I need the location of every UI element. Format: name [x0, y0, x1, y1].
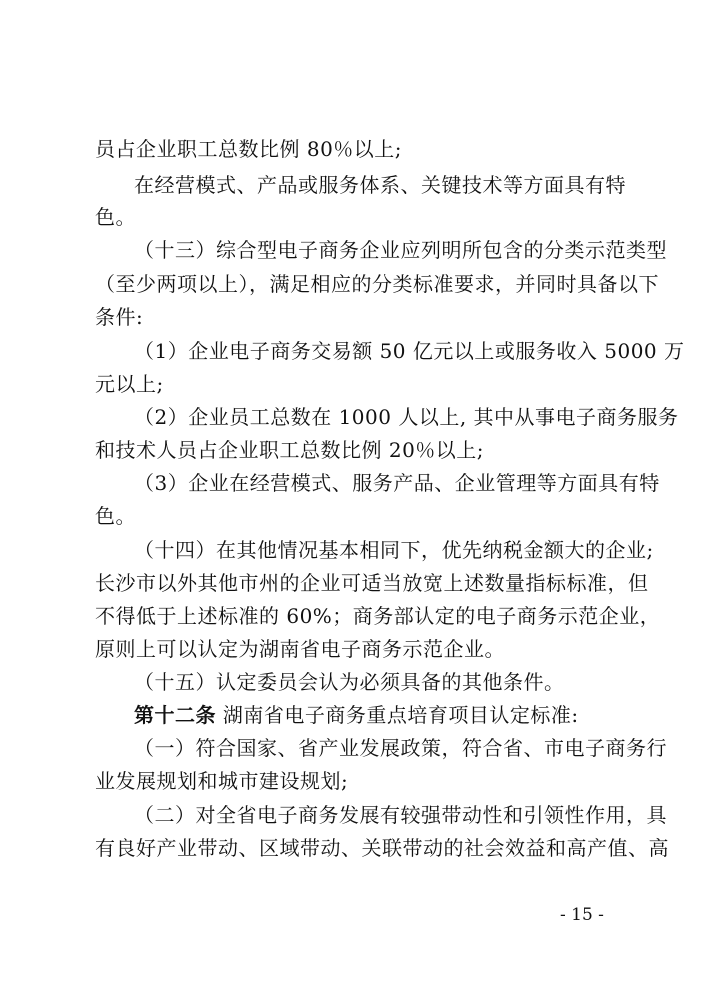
article-line: [134, 703, 625, 727]
text-line: （3）企业在经营模式、服务产品、企业管理等方面具有特: [134, 471, 660, 495]
text-line: （二）对全省电子商务发展有较强带动性和引领性作用，具: [134, 803, 667, 827]
text-line: 元以上;: [95, 372, 164, 396]
text-line: 业发展规划和城市建设规划;: [95, 769, 349, 793]
article-text: 湖南省电子商务重点培育项目认定标准:: [222, 703, 579, 727]
text-line: 不得低于上述标准的 60%；商务部认定的电子商务示范企业，: [95, 604, 661, 628]
text-line: （十三）综合型电子商务企业应列明所包含的分类示范类型: [134, 238, 667, 262]
text-line: 和技术人员占企业职工总数比例 20％以上;: [95, 438, 485, 462]
text-line: （至少两项以上），满足相应的分类标准要求，并同时具备以下: [95, 272, 659, 296]
text-line: 色。: [95, 205, 136, 229]
text-line: 有良好产业带动、区域带动、关联带动的社会效益和高产值、高: [95, 836, 669, 860]
text-line: （十五）认定委员会认为必须具备的其他条件。: [134, 670, 565, 694]
text-line: 员占企业职工总数比例 80％以上;: [95, 137, 403, 161]
text-line: （2）企业员工总数在 1000 人以上, 其中从事电子商务服务: [134, 405, 679, 429]
text-line: 原则上可以认定为湖南省电子商务示范企业。: [95, 637, 505, 661]
text-line: 条件:: [95, 305, 144, 329]
text-line: （一）符合国家、省产业发展政策，符合省、市电子商务行: [134, 736, 667, 760]
page-number: - 15 -: [560, 905, 604, 925]
text-line: 在经营模式、产品或服务体系、关键技术等方面具有特: [134, 173, 626, 197]
text-line: （1）企业电子商务交易额 50 亿元以上或服务收入 5000 万: [134, 339, 685, 363]
text-line: 长沙市以外其他市州的企业可适当放宽上述数量指标标准，但: [95, 571, 649, 595]
text-line: 色。: [95, 504, 136, 528]
text-line: （十四）在其他情况基本相同下，优先纳税金额大的企业;: [134, 538, 654, 562]
article-label: 第十二条: [134, 703, 216, 727]
